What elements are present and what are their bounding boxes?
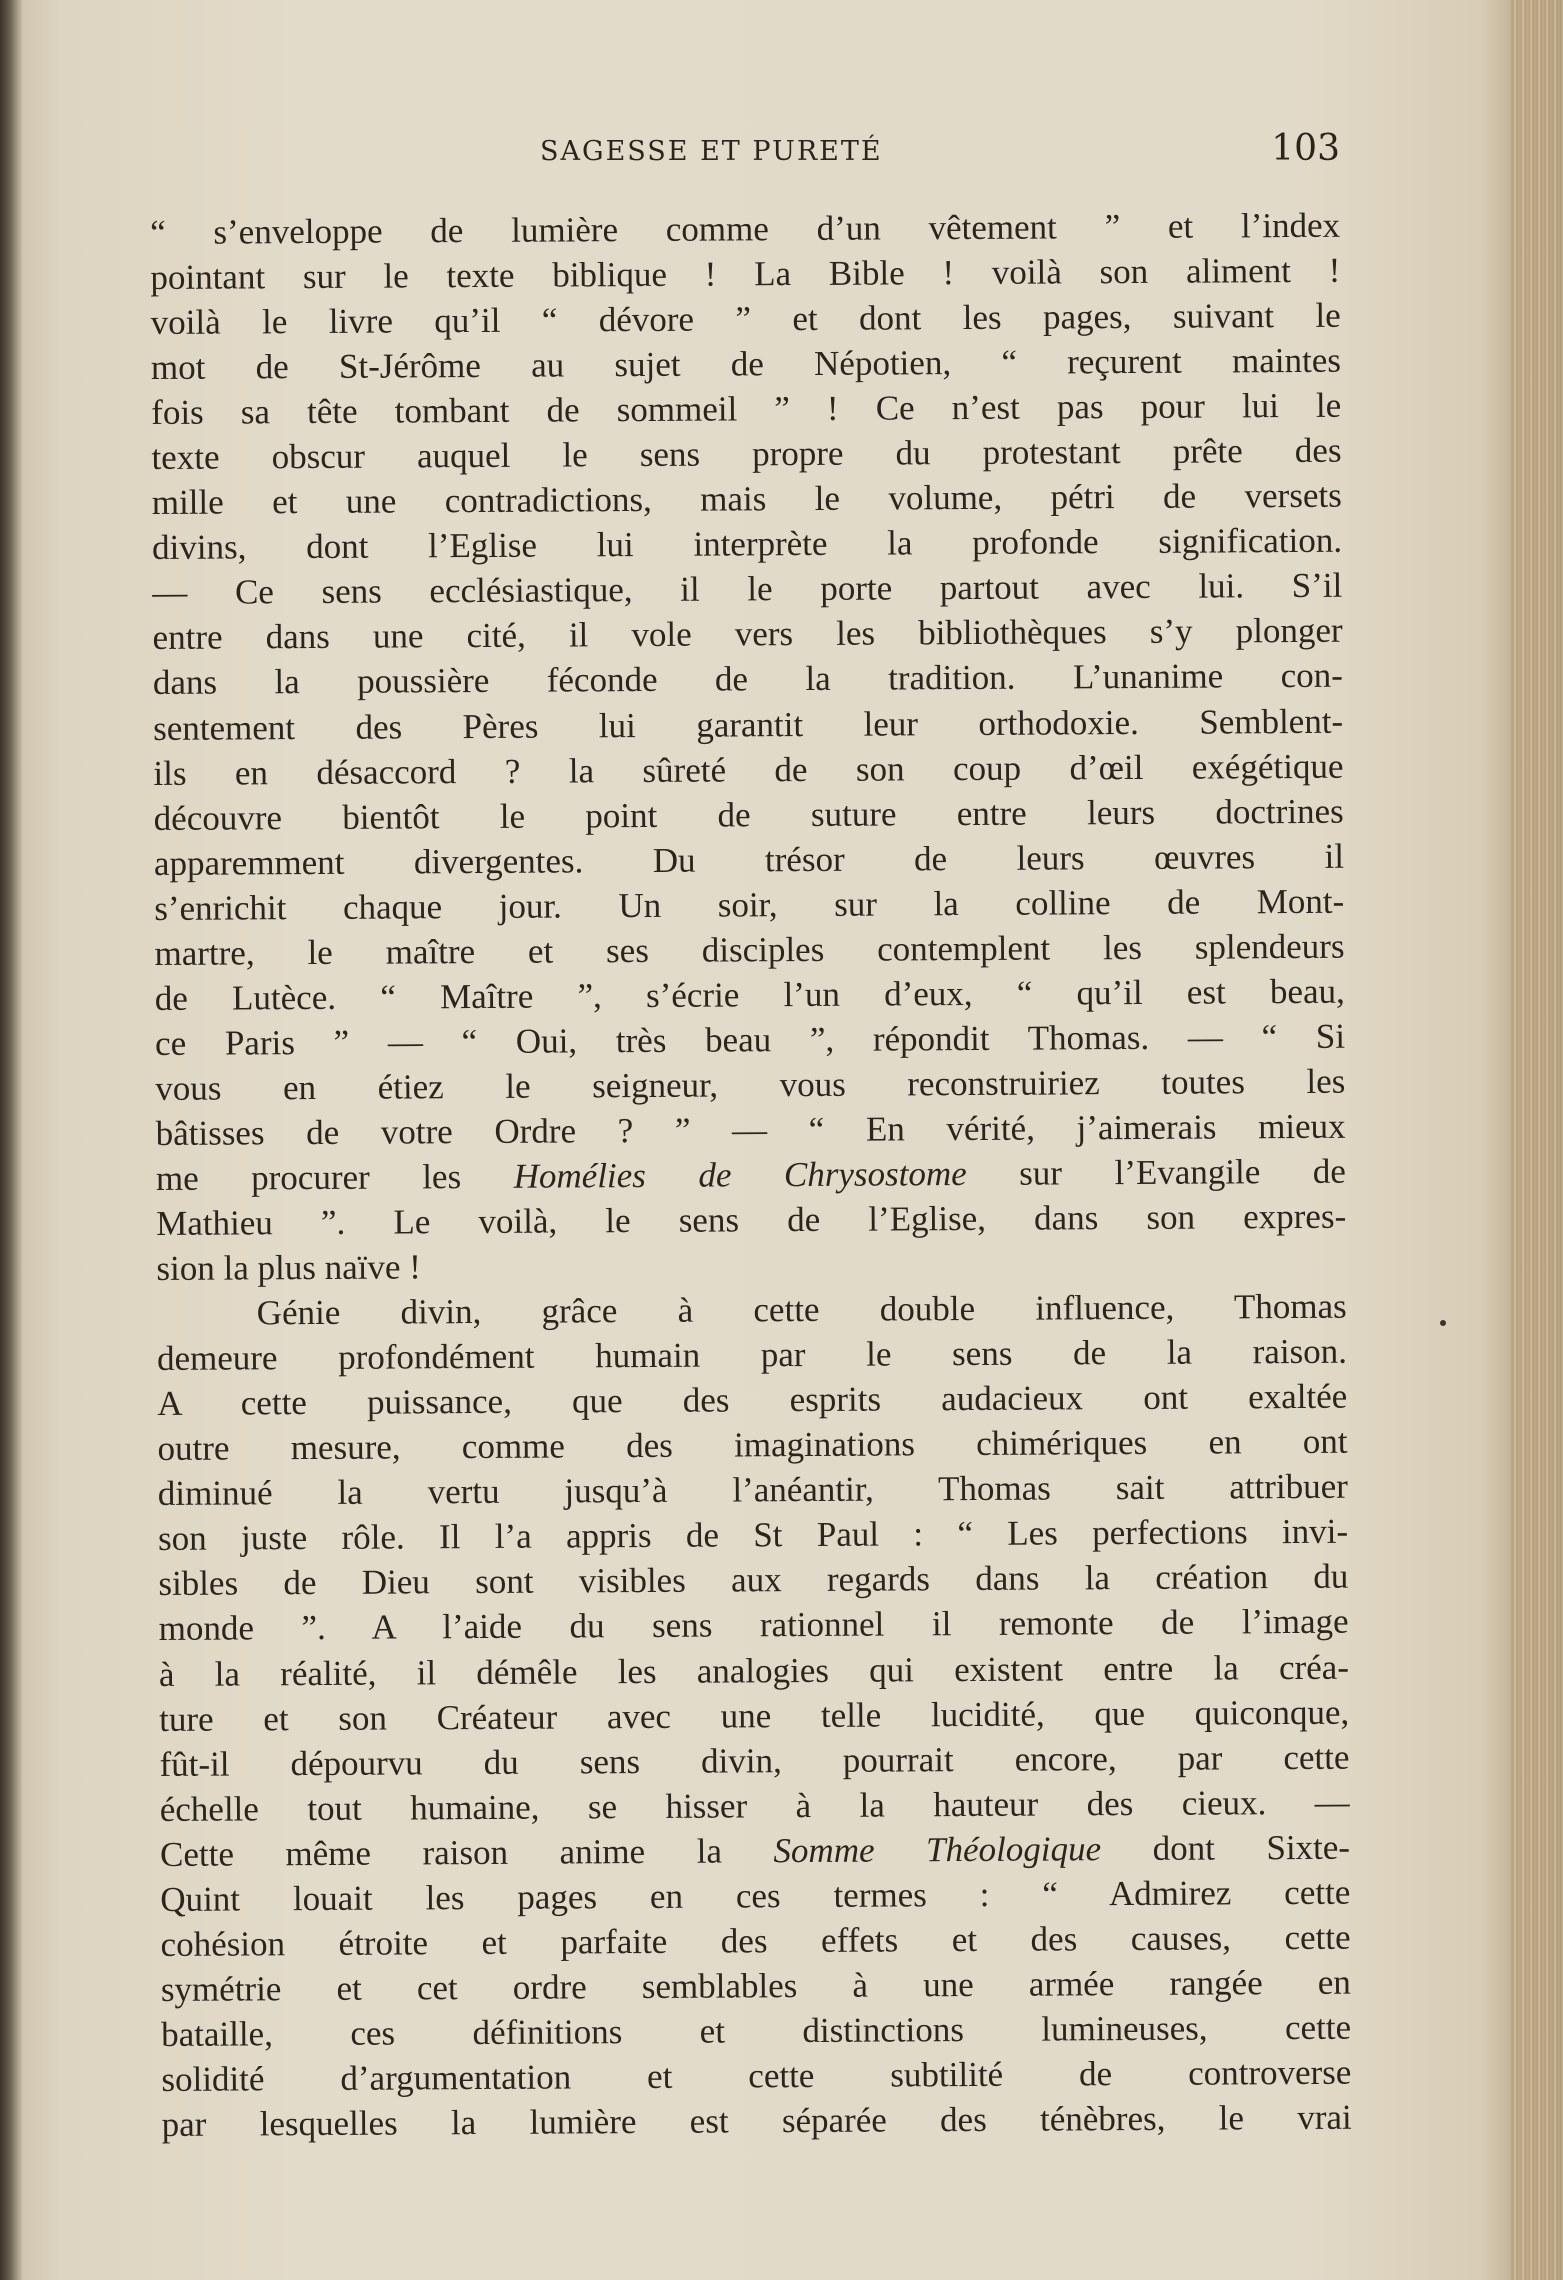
text-line: à la réalité, il démêle les analogies qui existent entre la créa- [158,1647,1350,1694]
text-line: ils en désaccord ? la sûreté de son coup d’œil exégétique [153,746,1344,793]
text-line: voilà le livre qu’il “ dévore ” et dont les pages, suivant le [150,295,1341,343]
text-line: pointant sur le texte biblique ! La Bible ! voilà son aliment ! [150,250,1341,298]
text-line: “ s’enveloppe de lumière comme d’un vêtement ” et l’index [150,205,1341,252]
text-line: fût-il dépourvu du sens divin, pourrait encore, par cette [159,1737,1350,1784]
text-line: s’enrichit chaque jour. Un soir, sur la colline de Mont- [154,881,1345,928]
text-fragment: me procurer les [155,1156,514,1198]
text-line: ture et son Créateur avec une telle lucidité, que quiconque, [159,1692,1350,1739]
text-line: outre mesure, comme des imaginations chimériques en ont [157,1421,1348,1469]
text-line: divins, dont l’Eglise lui interprète la profonde signification. [151,521,1343,568]
text-line: Mathieu ”. Le voilà, le sens de l’Eglise, dans son expres- [156,1196,1347,1244]
italic-title-somme: Somme Théologique [773,1828,1102,1870]
page-header [150,128,1340,178]
italic-title-homelies: Homélies de Chrysostome [513,1154,967,1196]
text-line: symétrie et cet ordre semblables à une armée rangée en [160,1962,1351,2009]
text-line [156,1149,1346,1201]
text-line: cohésion étroite et parfaite des effets et des causes, cette [160,1917,1351,1964]
text-line: entre dans une cité, il vole vers les bibliothèques s’y plonger [152,611,1343,658]
text-line: solidité d’argumentation et cette subtilité de controverse [161,2052,1352,2099]
page-edges [1510,0,1563,2280]
text-line: de Lutèce. “ Maître ”, s’écrie l’un d’eux, “ qu’il est beau, [154,971,1345,1018]
text-line: sibles de Dieu sont visibles aux regards dans la création du [158,1557,1349,1604]
page-number: 103 [1271,128,1340,169]
text-line: apparemment divergentes. Du trésor de leurs œuvres il [153,836,1345,883]
body-text [150,203,1352,2147]
text-line: vous en étiez le seigneur, vous reconstruiriez toutes les [155,1061,1346,1108]
text-line: — Ce sens ecclésiastique, il le porte partout avec lui. S’il [152,566,1343,613]
text-line: par lesquelles la lumière est séparée des ténèbres, le vrai [161,2097,1352,2144]
text-line: ce Paris ” — “ Oui, très beau ”, répondit Thomas. — “ Si [154,1016,1346,1063]
text-fragment: dont Sixte- [1100,1827,1351,1868]
text-line [160,1824,1350,1876]
text-line: fois sa tête tombant de sommeil ” ! Ce n’est pas pour lui le [151,385,1342,433]
text-line: A cette puissance, que des esprits audacieux ont exaltée [157,1376,1348,1424]
text-line: texte obscur auquel le sens propre du protestant prête des [151,430,1342,478]
text-line: bâtisses de votre Ordre ? ” — “ En vérité, j’aimerais mieux [155,1106,1346,1153]
text-line: mot de St-Jérôme au sujet de Népotien, “ reçurent maintes [150,340,1342,388]
text-line: demeure profondément humain par le sens de la raison. [156,1331,1348,1379]
text-line: découvre bientôt le point de suture entre leurs doctrines [153,791,1344,838]
paragraph-start-line: Génie divin, grâce à cette double influence, Thomas [256,1286,1347,1333]
text-fragment: sur l’Evangile de [966,1151,1346,1194]
text-line: son juste rôle. Il l’a appris de St Paul : “ Les perfections invi- [157,1512,1349,1559]
text-line: sentement des Pères lui garantit leur orthodoxie. Semblent- [153,701,1344,748]
book-gutter-shadow [0,0,22,2280]
text-line: monde ”. A l’aide du sens rationnel il remonte de l’image [158,1602,1349,1649]
text-line: mille et une contradictions, mais le volume, pétri de versets [151,476,1342,523]
text-line: bataille, ces définitions et distinctions lumineuses, cette [161,2007,1352,2054]
text-line: diminué la vertu jusqu’à l’anéantir, Thomas sait attribuer [157,1467,1348,1514]
text-line: martre, le maître et ses disciples contemplent les splendeurs [154,926,1345,973]
running-title: SAGESSE ET PURETÉ [540,136,883,167]
text-line: Quint louait les pages en ces termes : “ Admirez cette [160,1872,1351,1919]
ink-speck [1440,1320,1446,1326]
text-line: dans la poussière féconde de la tradition. L’unanime con- [152,656,1343,703]
text-line: sion la plus naïve ! [156,1247,421,1289]
text-fragment: Cette même raison anime la [159,1830,774,1874]
text-line: échelle tout humaine, se hisser à la hauteur des cieux. — [159,1782,1350,1829]
